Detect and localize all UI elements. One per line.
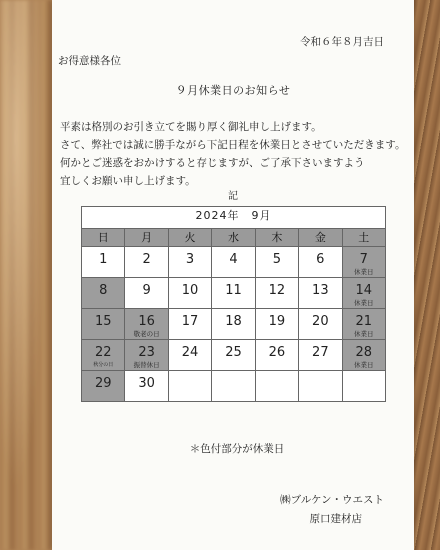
calendar-day (212, 309, 255, 340)
weekday-header: 金 (299, 229, 342, 247)
day-note: 振替休日 (133, 361, 160, 369)
calendar-week-row (82, 371, 386, 402)
weekday-header-row (82, 229, 386, 247)
day-number: 25 (225, 345, 242, 360)
day-number: 26 (268, 345, 286, 360)
calendar-day-closed (82, 278, 125, 309)
calendar-day (299, 340, 342, 371)
day-number: 3 (185, 252, 195, 267)
calendar-day (125, 278, 168, 309)
weekday-header: 水 (212, 229, 255, 247)
calendar-day-closed (82, 371, 125, 402)
calendar-day-closed (342, 278, 385, 309)
day-note: 休業日 (354, 299, 374, 307)
day-number: 15 (94, 314, 112, 329)
day-note: 休業日 (354, 268, 374, 276)
day-number: 5 (272, 252, 282, 267)
body-line: さて、弊社では誠に勝手ながら下記日程を休業日とさせていただきます。 (60, 139, 406, 151)
day-number: 24 (181, 345, 199, 360)
calendar-week-row (82, 309, 386, 340)
day-number: 10 (181, 283, 199, 298)
day-number: 7 (359, 252, 368, 267)
day-number: 27 (312, 345, 329, 360)
calendar-day (125, 371, 168, 402)
day-number: 14 (355, 283, 373, 298)
issue-date: 令和６年８月吉日 (300, 36, 384, 48)
calendar-week-row (82, 340, 386, 371)
calendar-day (212, 371, 255, 402)
notice-title: ９月休業日のお知らせ (175, 84, 291, 97)
wood-background-left (0, 0, 52, 550)
calendar-day (299, 278, 342, 309)
calendar-day (168, 309, 211, 340)
calendar-day (168, 278, 211, 309)
calendar-day-closed (342, 309, 385, 340)
weekday-header: 月 (125, 229, 168, 247)
day-number: 22 (94, 345, 112, 360)
calendar-day (212, 278, 255, 309)
calendar-month-label: 2024年 9月 (82, 207, 386, 229)
day-number: 9 (142, 283, 151, 298)
calendar-day (168, 371, 211, 402)
weekday-header: 土 (342, 229, 385, 247)
body-line: 宜しくお願い申し上げます。 (60, 175, 196, 187)
body-line: 何かとご迷惑をおかけすると存じますが、ご了承下さいますよう (60, 157, 365, 169)
calendar-day-closed (125, 340, 168, 371)
branch-name: 原口建材店 (309, 513, 362, 525)
calendar-day (168, 340, 211, 371)
notice-body (60, 118, 405, 190)
calendar-day-closed (82, 340, 125, 371)
calendar-day (212, 247, 255, 278)
day-number: 23 (138, 345, 155, 360)
day-number: 28 (355, 345, 373, 360)
day-number: 30 (138, 376, 155, 391)
day-number: 4 (229, 252, 238, 267)
company-name: ㈱ブルケン・ウエスト (280, 494, 384, 506)
day-number: 19 (268, 314, 286, 329)
day-note: 休業日 (354, 330, 374, 338)
calendar-day (255, 309, 298, 340)
calendar-day-closed (125, 309, 168, 340)
weekday-header: 火 (168, 229, 211, 247)
legend-note: ＊色付部分が休業日 (189, 443, 285, 455)
calendar-day (125, 247, 168, 278)
day-number: 11 (225, 283, 242, 298)
calendar-weeks (82, 247, 386, 402)
calendar-day (299, 309, 342, 340)
day-number: 13 (312, 283, 329, 298)
notice-paper (52, 0, 414, 550)
day-number: 12 (268, 283, 286, 298)
wood-background-right (414, 0, 440, 550)
calendar-week-row (82, 278, 386, 309)
calendar-day (255, 371, 298, 402)
calendar-day (168, 247, 211, 278)
day-number: 6 (316, 252, 325, 267)
recipient: お得意様各位 (58, 55, 121, 67)
day-note: 休業日 (354, 361, 374, 369)
day-note: 敬老の日 (133, 330, 160, 338)
day-number: 17 (181, 314, 199, 329)
calendar-day-closed (82, 309, 125, 340)
ki-mark: 記 (228, 191, 238, 202)
day-number: 20 (312, 314, 329, 329)
calendar-day-closed (342, 247, 385, 278)
calendar-day (299, 371, 342, 402)
day-number: 2 (142, 252, 151, 267)
day-number: 29 (94, 376, 112, 391)
day-number: 21 (355, 314, 373, 329)
calendar-day (299, 247, 342, 278)
day-number: 8 (99, 283, 108, 298)
calendar-day (212, 340, 255, 371)
calendar-day (255, 278, 298, 309)
holiday-calendar (81, 206, 386, 402)
body-line: 平素は格別のお引き立てを賜り厚く御礼申し上げます。 (60, 121, 322, 133)
calendar-day (342, 371, 385, 402)
day-number: 1 (99, 252, 108, 267)
day-number: 16 (138, 314, 155, 329)
calendar-day (82, 247, 125, 278)
calendar-day (255, 340, 298, 371)
weekday-header: 木 (255, 229, 298, 247)
weekday-header: 日 (82, 229, 125, 247)
calendar-day (255, 247, 298, 278)
calendar-week-row (82, 247, 386, 278)
calendar-day-closed (342, 340, 385, 371)
day-note: 秋分の日 (93, 362, 114, 368)
day-number: 18 (225, 314, 242, 329)
